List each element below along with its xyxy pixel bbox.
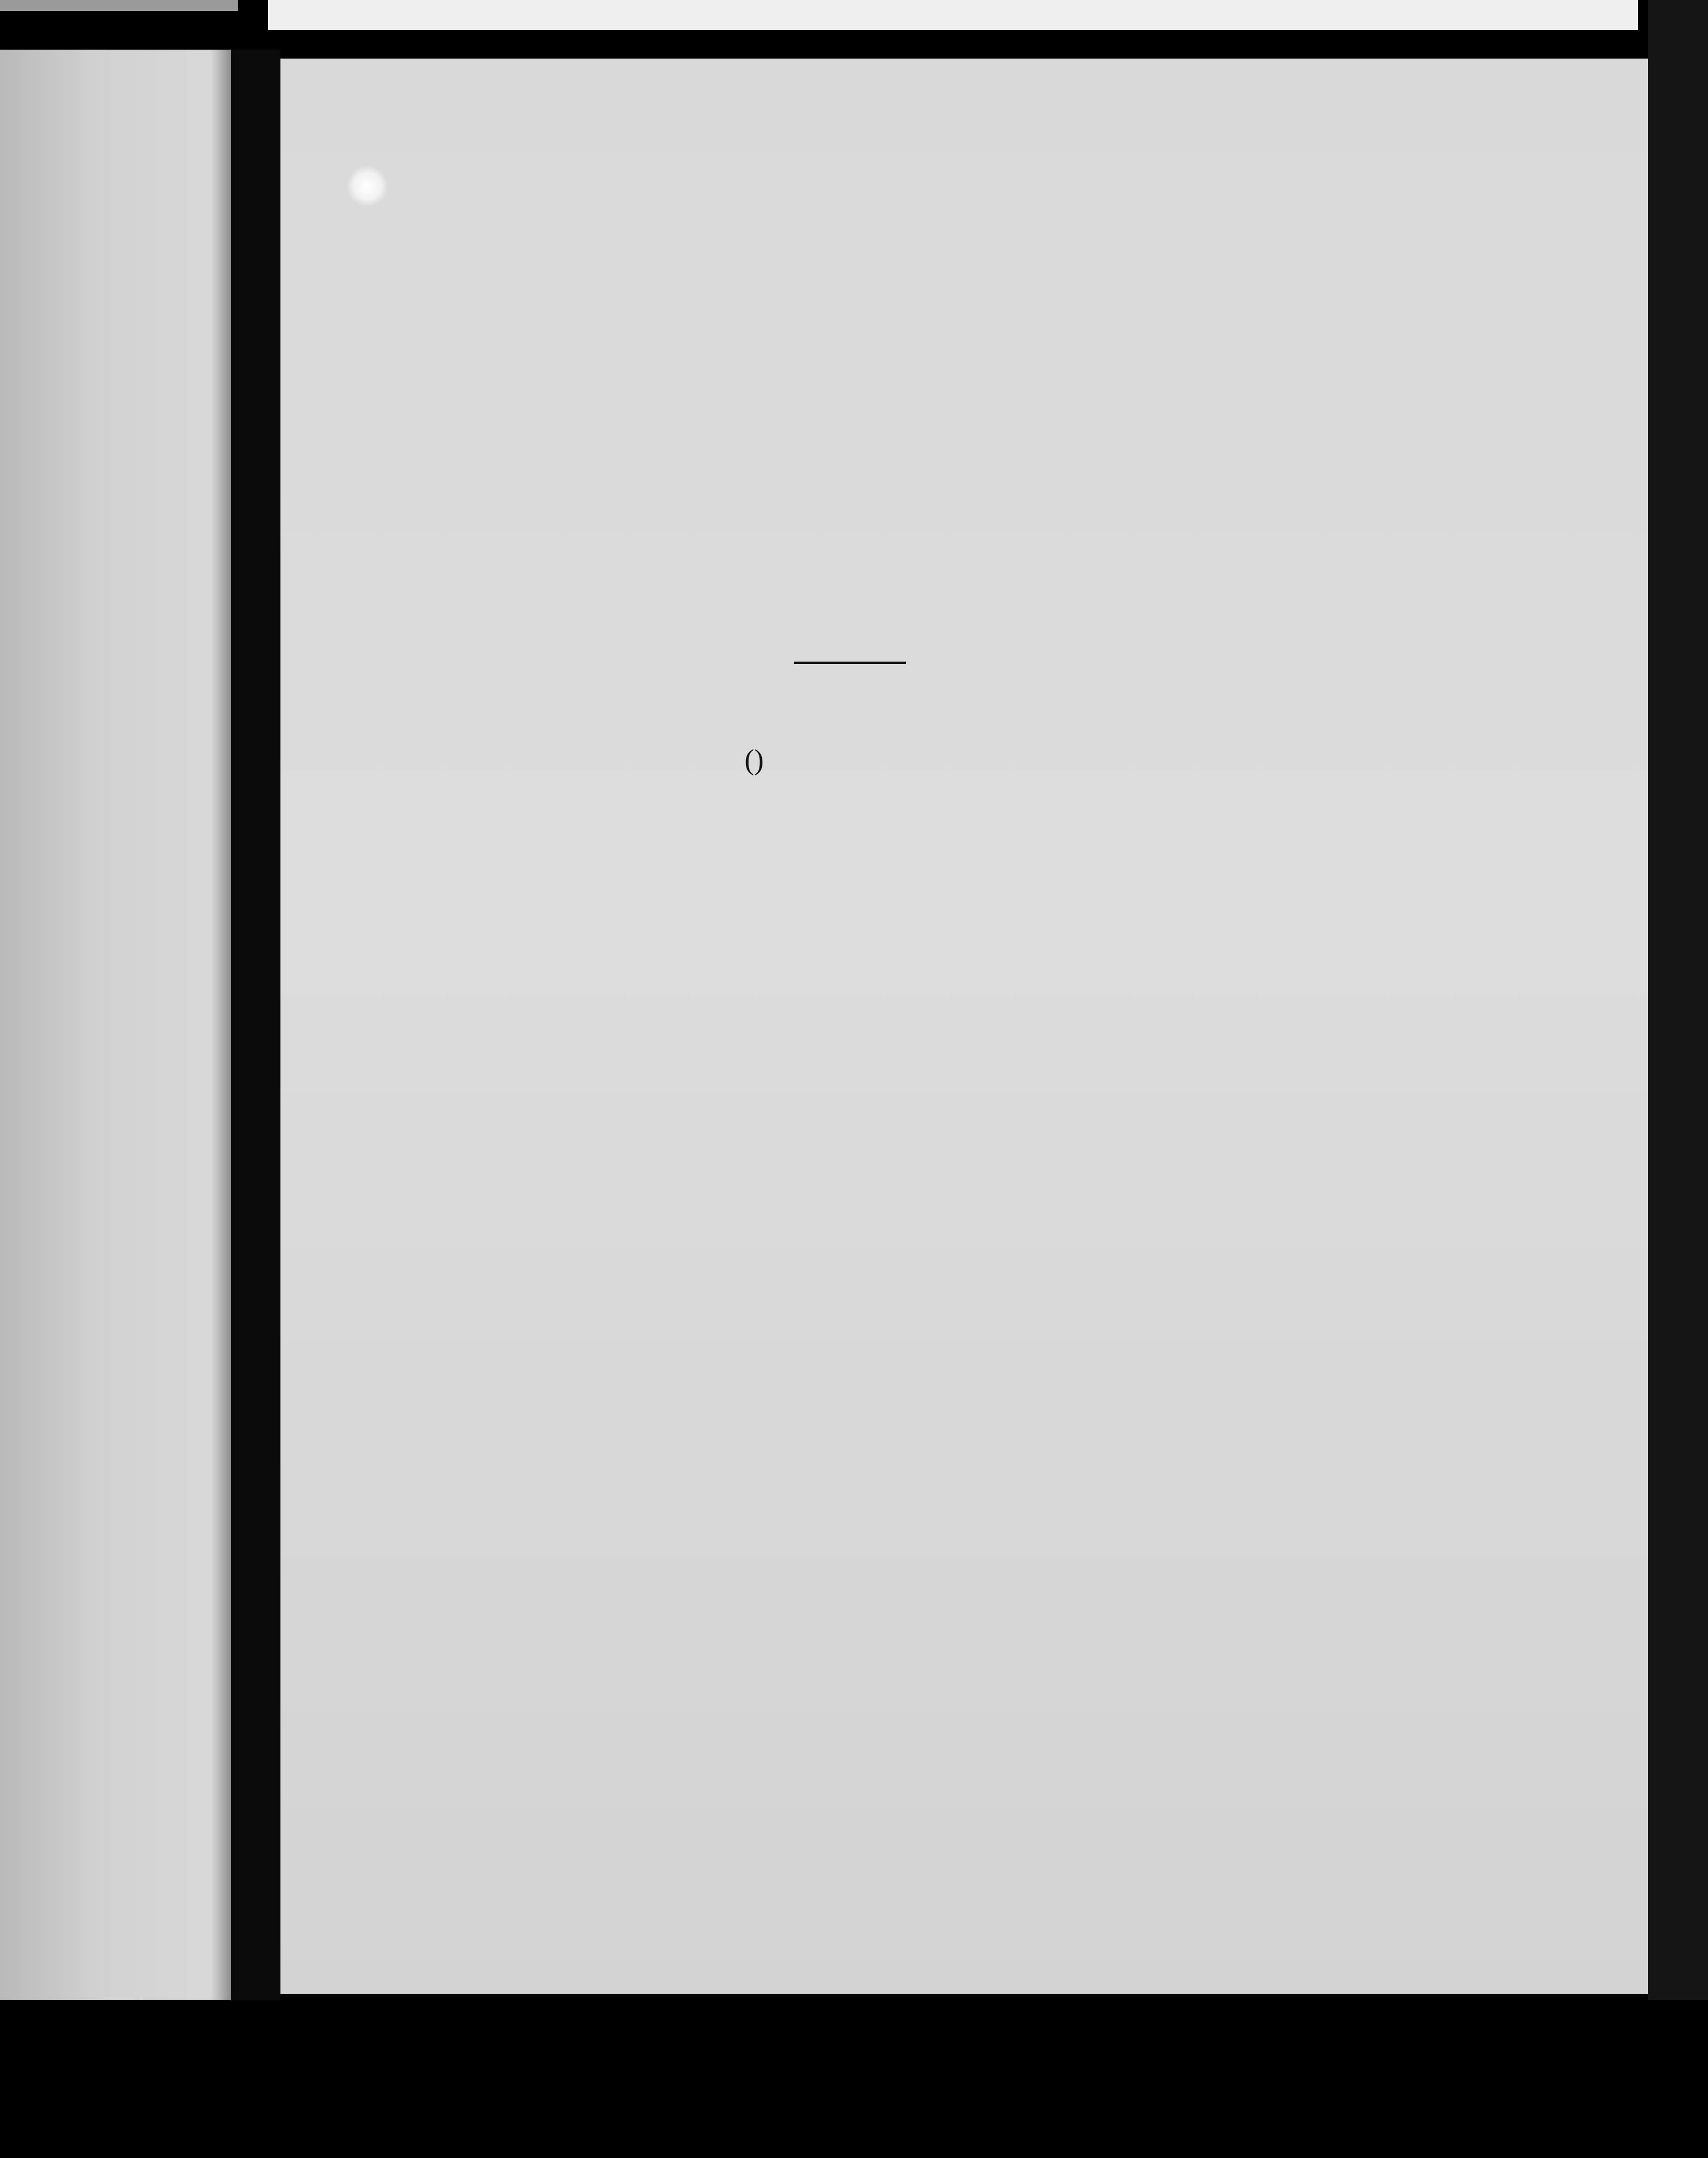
closing-line (456, 419, 1235, 455)
gutter-shadow (211, 50, 231, 2000)
right-edge (1648, 0, 1708, 2158)
translation-label: () (745, 743, 764, 776)
section-divider (794, 662, 906, 664)
bottom-border (0, 2000, 1708, 2158)
book-binding (231, 50, 280, 2158)
previous-page (0, 50, 231, 2000)
top-left-strip (0, 0, 238, 11)
address-line (456, 886, 1235, 922)
paper-smudge (347, 164, 387, 208)
top-page-strip (268, 0, 1638, 30)
main-page (280, 59, 1648, 1994)
address-line (486, 851, 1235, 887)
